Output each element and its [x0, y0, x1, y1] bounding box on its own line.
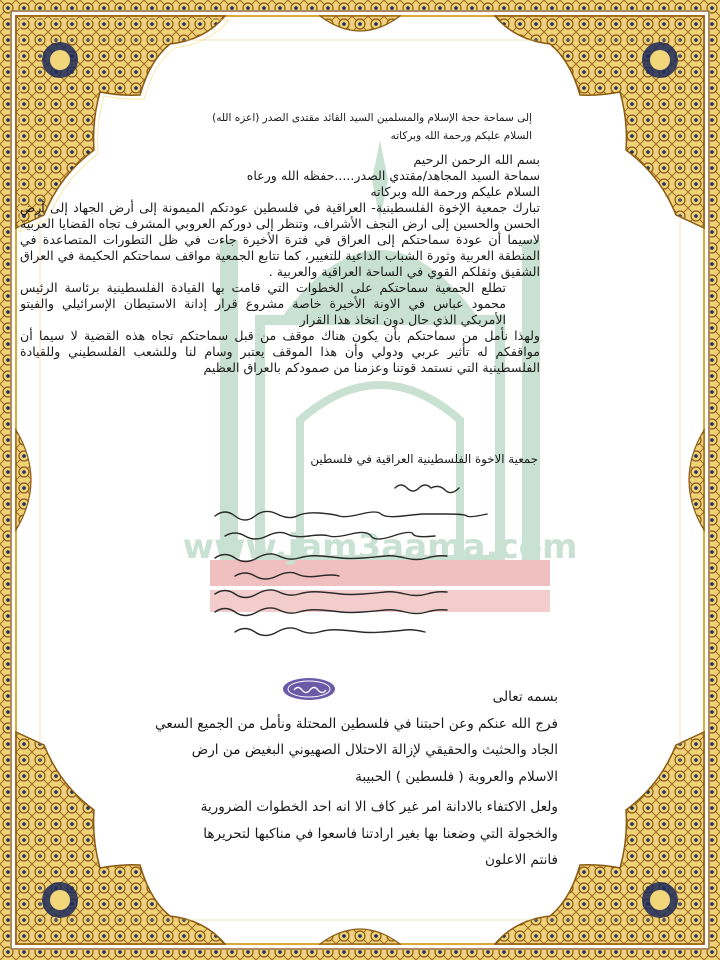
- reply-transcript: [38, 684, 558, 874]
- letter-paragraph-2: تطلع الجمعية سماحتكم على الخطوات التي قامت بها القيادة الفلسطينية برئاسة الرئيس محمود عباس في الاونة الأخيرة خاصة مشروع قرار إدانة الاستيطان الإسرائيلي والفيتو الأمريكي الذي حال دون اتخاذ هذا القرار: [20, 280, 506, 327]
- letter-header: [112, 109, 532, 145]
- transcript-line-2: فرج الله عنكم وعن احبتنا في فلسطين المحتلة ونأمل من الجميع السعي: [155, 715, 558, 732]
- letter-paragraph-3: ولهذا نأمل من سماحتكم بأن يكون هناك موقف من قبل سماحتكم تجاه هذه القضية لا سيما أن مواقفكم له تأثير عربي ودولي وأن هذا الموقف يعتبر وسام لنا وللشعب الفلسطيني وللقيادة الفلسطينية التي نستمد قوتنا وعزمنا من صمودكم بالعراق العظيم: [20, 328, 540, 375]
- transcript-line-7: فانتم الاعلون: [484, 852, 558, 868]
- header-recipient: إلى سماحة حجة الإسلام والمسلمين السيد القائد مقتدى الصدر (اعزه الله): [212, 112, 532, 124]
- basmala: بسم الله الرحمن الرحيم: [413, 152, 540, 167]
- letter-body: [20, 152, 540, 376]
- letter-address: سماحة السيد المجاهد/مقتدي الصدر.....حفظه الله ورعاه: [246, 168, 540, 183]
- transcript-line-3: الجاد والحثيث والحقيقي لإزالة الاحتلال الصهيوني البغيض من ارض: [191, 742, 558, 758]
- watermark-text: www.jam3aama.com: [182, 527, 578, 567]
- transcript-line-5: ولعل الاكتفاء بالادانة امر غير كاف الا انه احد الخطوات الضرورية: [200, 799, 558, 815]
- transcript-line-6: والخجولة التي وضعنا بها بغير ارادتنا فاسعوا في مناكبها لتحريرها: [203, 825, 558, 842]
- letter-greeting: السلام عليكم ورحمة الله وبركاته: [370, 184, 540, 199]
- letter-paragraph-1: تبارك جمعية الإخوة الفلسطينية- العراقية في فلسطين عودتكم الميمونة إلى أرض الجهاد إلى أرض الحسن والحسين إلى ارض النجف الأشراف، وتنظر إلى دوركم العروبي المشرف تجاه القضايا العربية لاسيما أن عودة سماحتكم إلى العراق في فترة الأخيرة جاءت في ظل التطورات المتصاعدة في المنطقة العربية وثورة الشباب الداعية للتغيير، كما تتابع الجمعية مواقف سماحتكم الحكيمة في العراق الشقيق وثقلكم القوي في الساحة العراقية والعربية .: [20, 200, 540, 279]
- transcript-line-1: بسمه تعالى: [492, 689, 558, 705]
- handwritten-reply: [195, 476, 535, 646]
- header-greeting: السلام عليكم ورحمة الله وبركاته: [390, 130, 532, 142]
- transcript-line-4: الاسلام والعروبة ( فلسطين ) الحبيبة: [355, 768, 558, 785]
- association-signature: جمعية الاخوة الفلسطينية العراقية في فلسطين: [310, 452, 538, 466]
